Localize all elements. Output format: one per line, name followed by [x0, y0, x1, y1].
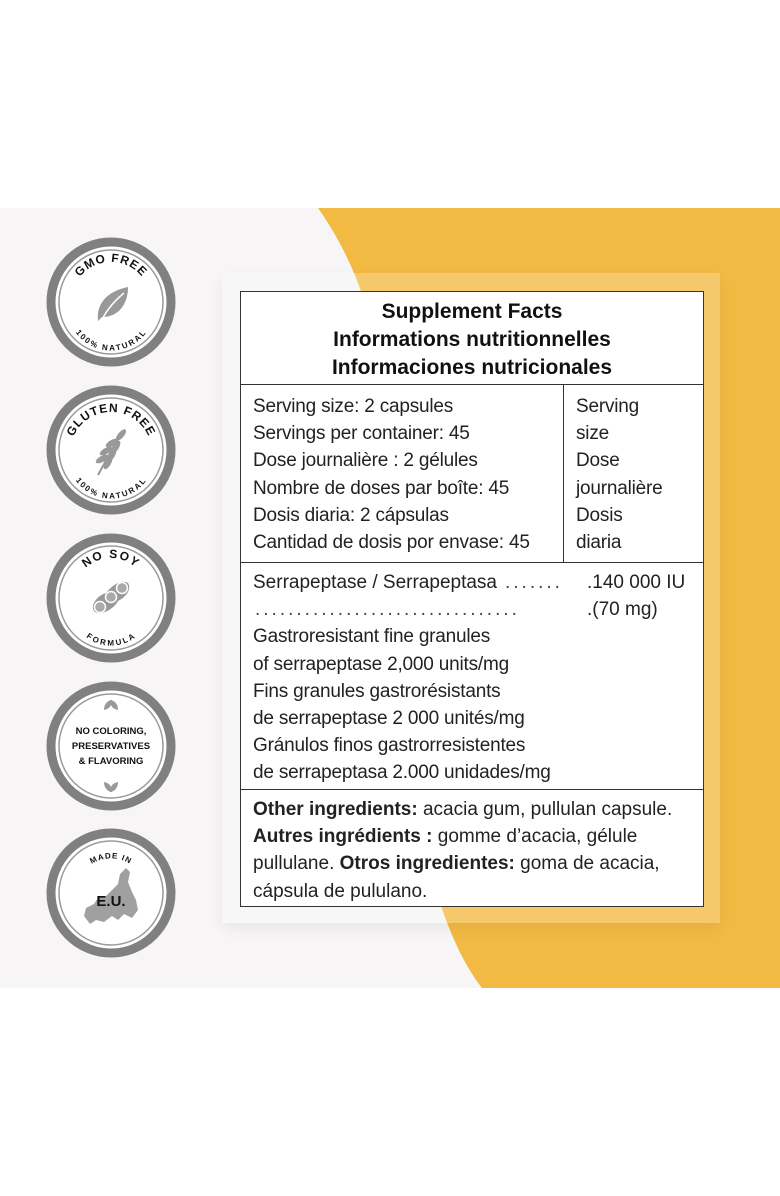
badge-bottom-text: 100% NATURAL — [73, 327, 149, 353]
serving-column-header — [564, 385, 703, 562]
badge-line: & FLAVORING — [78, 756, 144, 767]
other-ingredients-text-es: goma de acacia, cápsula de pululano. — [253, 853, 660, 902]
serving-line: Dosis diaria: 2 cápsulas — [253, 504, 449, 526]
serving-section — [241, 385, 703, 563]
badge-top-text: GLUTEN FREE — [63, 400, 159, 439]
column-header-line: Dose — [576, 450, 620, 472]
ingredient-description: of serrapeptase 2,000 units/mg — [253, 653, 509, 675]
serving-line: Cantidad de dosis por envase: 45 — [253, 532, 530, 554]
dot-leader: ....... — [505, 572, 563, 593]
column-header-line: journalière — [576, 477, 663, 499]
ingredient-row — [253, 596, 703, 623]
ingredient-section — [241, 563, 703, 790]
other-ingredients-label-fr: Autres ingrédients : — [253, 826, 433, 848]
ingredient-row — [253, 569, 703, 596]
badge-no-coloring — [46, 681, 176, 811]
badge-bottom-text: 100% NATURAL — [73, 475, 149, 501]
ingredient-name: Serrapeptase / Serrapeptasa — [253, 572, 497, 593]
title-en: Supplement Facts — [381, 300, 563, 323]
ingredient-mass: .(70 mg) — [587, 599, 658, 621]
serving-line: Serving size: 2 capsules — [253, 396, 454, 417]
ingredient-description: Gastroresistant fine granules — [253, 626, 491, 648]
column-header-line: size — [576, 423, 609, 445]
ingredient-description: de serrapeptasa 2.000 unidades/mg — [253, 762, 551, 784]
serving-line: Nombre de doses par boîte: 45 — [253, 477, 510, 499]
badge-top-text: GMO FREE — [71, 250, 151, 280]
badge-top-text: MADE IN — [88, 851, 134, 866]
badge-no-soy — [46, 533, 176, 663]
other-ingredients-text-fr: gomme d’acacia, gélule pullulane. — [253, 826, 638, 875]
title-es: Informaciones nutricionales — [331, 356, 613, 379]
column-header-line: Serving — [576, 396, 640, 417]
badge-line: NO COLORING, — [75, 726, 147, 737]
column-header-line: Dosis — [576, 504, 623, 526]
serving-line: Dose journalière : 2 gélules — [253, 450, 478, 472]
ingredient-description: de serrapeptase 2 000 unités/mg — [253, 708, 525, 730]
badge-gmo-free — [46, 237, 176, 367]
ingredient-amount: .140 000 IU — [587, 572, 686, 593]
dot-leader: ................................ — [255, 599, 520, 621]
column-header-line: diaria — [576, 532, 622, 554]
badge-bottom-text: FORMULA — [84, 631, 138, 648]
serving-line: Servings per container: 45 — [253, 423, 470, 445]
badge-center-text: E.U. — [96, 893, 126, 910]
other-ingredients-text-en: acacia gum, pullulan capsule. — [417, 799, 673, 820]
other-ingredients-label-es: Otros ingredientes: — [339, 853, 515, 875]
serving-info — [241, 385, 564, 562]
badge-gluten-free — [46, 385, 176, 515]
other-ingredients — [241, 790, 703, 905]
ingredient-description: Gránulos finos gastrorresistentes — [253, 735, 526, 757]
other-ingredients-label-en: Other ingredients: — [253, 799, 418, 820]
badge-top-text: NO SOY — [79, 546, 143, 571]
supplement-facts-table — [240, 291, 704, 907]
facts-title — [241, 292, 703, 385]
badge-line: PRESERVATIVES — [71, 741, 151, 752]
ingredient-description: Fins granules gastrorésistants — [253, 680, 501, 702]
title-fr: Informations nutritionnelles — [333, 328, 611, 351]
badge-made-in-eu — [46, 828, 176, 958]
